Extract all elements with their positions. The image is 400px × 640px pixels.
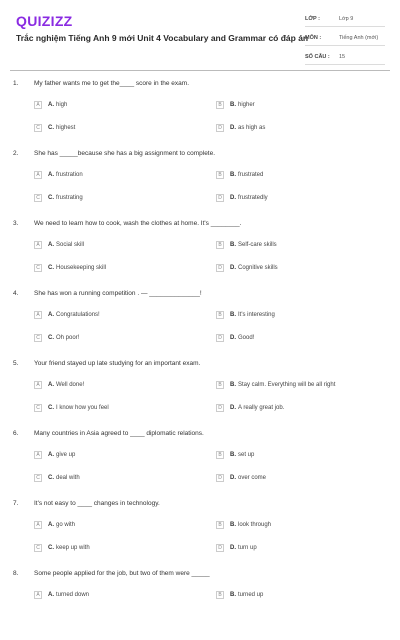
answer-option[interactable]	[216, 449, 254, 461]
quizizz-logo: QUIZIZZ	[16, 13, 73, 29]
option-text: Well done!	[56, 382, 85, 388]
question-5	[0, 360, 400, 430]
answer-option[interactable]	[34, 472, 80, 484]
option-text: set up	[238, 452, 255, 458]
question-number: 3.	[13, 220, 19, 227]
question-number: 6.	[13, 430, 19, 437]
meta-value: Lớp 9	[339, 16, 354, 22]
question-number: 4.	[13, 290, 19, 297]
option-text: Self-care skills	[238, 242, 277, 248]
option-letter: B.	[230, 522, 236, 528]
question-number: 2.	[13, 150, 19, 157]
option-letter: C.	[48, 265, 54, 271]
option-checkbox[interactable]: B	[216, 591, 224, 599]
option-checkbox[interactable]: A	[34, 381, 42, 389]
answer-option[interactable]	[34, 519, 75, 531]
option-text: It's interesting	[238, 312, 275, 318]
option-checkbox[interactable]: B	[216, 101, 224, 109]
option-text: Good!	[238, 335, 255, 341]
option-letter: B.	[230, 452, 236, 458]
answer-option[interactable]	[34, 169, 83, 181]
meta-label: LỚP :	[305, 16, 320, 22]
question-6	[0, 430, 400, 500]
option-letter: C.	[48, 545, 54, 551]
option-checkbox[interactable]: B	[216, 311, 224, 319]
option-checkbox[interactable]: A	[34, 521, 42, 529]
answer-option[interactable]	[34, 192, 83, 204]
answer-option[interactable]	[216, 379, 335, 391]
question-number: 8.	[13, 570, 19, 577]
answer-option[interactable]	[34, 332, 79, 344]
option-checkbox[interactable]: D	[216, 124, 224, 132]
option-checkbox[interactable]: D	[216, 334, 224, 342]
option-checkbox[interactable]: B	[216, 521, 224, 529]
option-letter: D.	[230, 335, 236, 341]
option-checkbox[interactable]: A	[34, 171, 42, 179]
question-text: Many countries in Asia agreed to ____ diplomatic relations.	[34, 430, 204, 437]
answer-option[interactable]	[216, 589, 263, 601]
option-text: higher	[238, 102, 255, 108]
question-text: We need to learn how to cook, wash the clothes at home. It's ________.	[34, 220, 242, 227]
meta-row-class	[305, 12, 385, 27]
option-letter: B.	[230, 312, 236, 318]
option-letter: B.	[230, 382, 236, 388]
option-letter: D.	[230, 265, 236, 271]
header-divider	[10, 70, 390, 71]
meta-row-count	[305, 50, 385, 65]
question-3	[0, 220, 400, 290]
option-checkbox[interactable]: D	[216, 264, 224, 272]
option-letter: A.	[48, 452, 54, 458]
option-text: give up	[56, 452, 76, 458]
option-text: deal with	[56, 475, 80, 481]
option-text: turned down	[56, 592, 90, 598]
meta-row-subject	[305, 31, 385, 46]
question-text: She has won a running competition . — ______________!	[34, 290, 202, 297]
answer-option[interactable]	[34, 122, 75, 134]
question-1	[0, 80, 400, 150]
meta-value: Tiếng Anh (mới)	[339, 35, 379, 41]
option-checkbox[interactable]: B	[216, 451, 224, 459]
option-letter: A.	[48, 382, 54, 388]
option-text: high	[56, 102, 68, 108]
option-text: A really great job.	[238, 405, 285, 411]
option-text: frustration	[56, 172, 83, 178]
option-checkbox[interactable]: A	[34, 311, 42, 319]
option-text: turned up	[238, 592, 264, 598]
answer-option[interactable]	[34, 542, 90, 554]
answer-option[interactable]	[216, 99, 255, 111]
question-number: 7.	[13, 500, 19, 507]
option-checkbox[interactable]: B	[216, 171, 224, 179]
answer-option[interactable]	[216, 519, 271, 531]
option-checkbox[interactable]: D	[216, 474, 224, 482]
option-checkbox[interactable]: B	[216, 381, 224, 389]
option-letter: C.	[48, 335, 54, 341]
option-text: Cognitive skills	[238, 265, 278, 271]
answer-option[interactable]	[216, 542, 257, 554]
question-2	[0, 150, 400, 220]
answer-option[interactable]	[216, 262, 278, 274]
option-letter: D.	[230, 405, 236, 411]
option-text: Stay calm. Everything will be all right	[238, 382, 336, 388]
question-text: My father wants me to get the____ score in the exam.	[34, 80, 189, 87]
answer-option[interactable]	[216, 332, 254, 344]
question-text: It's not easy to ____ changes in technology.	[34, 500, 160, 507]
option-letter: A.	[48, 312, 54, 318]
answer-option[interactable]	[34, 99, 67, 111]
answer-option[interactable]	[216, 472, 266, 484]
answer-option[interactable]	[34, 262, 106, 274]
worksheet-meta	[305, 12, 385, 69]
question-number: 1.	[13, 80, 19, 87]
option-letter: B.	[230, 102, 236, 108]
option-text: turn up	[238, 545, 257, 551]
option-checkbox[interactable]: D	[216, 194, 224, 202]
option-letter: B.	[230, 242, 236, 248]
answer-option[interactable]	[216, 122, 265, 134]
option-letter: B.	[230, 172, 236, 178]
answer-option[interactable]	[216, 309, 275, 321]
option-letter: C.	[48, 125, 54, 131]
option-letter: D.	[230, 545, 236, 551]
question-4	[0, 290, 400, 360]
meta-label: MÔN :	[305, 35, 322, 41]
option-letter: A.	[48, 242, 54, 248]
option-checkbox[interactable]: C	[34, 474, 42, 482]
question-text: She has _____because she has a big assignment to complete.	[34, 150, 216, 157]
option-checkbox[interactable]: A	[34, 101, 42, 109]
option-letter: D.	[230, 475, 236, 481]
option-text: as high as	[238, 125, 266, 131]
question-text: Some people applied for the job, but two of them were _____	[34, 570, 210, 577]
option-checkbox[interactable]: C	[34, 544, 42, 552]
option-letter: D.	[230, 195, 236, 201]
meta-value: 15	[339, 54, 346, 60]
option-text: highest	[56, 125, 76, 131]
answer-option[interactable]	[34, 589, 89, 601]
answer-option[interactable]	[34, 379, 84, 391]
option-letter: A.	[48, 172, 54, 178]
option-text: go with	[56, 522, 76, 528]
answer-option[interactable]	[216, 169, 263, 181]
question-7	[0, 500, 400, 570]
option-checkbox[interactable]: C	[34, 194, 42, 202]
option-text: Housekeeping skill	[56, 265, 107, 271]
option-text: look through	[238, 522, 272, 528]
option-checkbox[interactable]: C	[34, 124, 42, 132]
option-checkbox[interactable]: C	[34, 404, 42, 412]
option-letter: B.	[230, 592, 236, 598]
option-checkbox[interactable]: B	[216, 241, 224, 249]
option-letter: C.	[48, 195, 54, 201]
option-text: frustratedly	[238, 195, 268, 201]
option-checkbox[interactable]: D	[216, 404, 224, 412]
option-letter: C.	[48, 405, 54, 411]
option-letter: D.	[230, 125, 236, 131]
worksheet-title: Trắc nghiệm Tiếng Anh 9 mới Unit 4 Vocabulary and Grammar có đáp án	[16, 33, 309, 43]
option-text: Congratulations!	[56, 312, 100, 318]
option-checkbox[interactable]: D	[216, 544, 224, 552]
option-text: I know how you feel	[56, 405, 109, 411]
option-text: keep up with	[56, 545, 90, 551]
question-number: 5.	[13, 360, 19, 367]
answer-option[interactable]	[34, 309, 100, 321]
answer-option[interactable]	[34, 402, 109, 414]
option-checkbox[interactable]: A	[34, 591, 42, 599]
option-letter: A.	[48, 592, 54, 598]
answer-option[interactable]	[216, 402, 284, 414]
option-letter: C.	[48, 475, 54, 481]
option-text: frustrated	[238, 172, 264, 178]
question-8	[0, 570, 400, 640]
option-checkbox[interactable]: A	[34, 241, 42, 249]
option-checkbox[interactable]: A	[34, 451, 42, 459]
answer-option[interactable]	[34, 449, 75, 461]
option-checkbox[interactable]: C	[34, 334, 42, 342]
answer-option[interactable]	[34, 239, 84, 251]
option-text: frustrating	[56, 195, 83, 201]
option-checkbox[interactable]: C	[34, 264, 42, 272]
question-text: Your friend stayed up late studying for an important exam.	[34, 360, 201, 367]
option-letter: A.	[48, 522, 54, 528]
answer-option[interactable]	[216, 192, 268, 204]
option-text: over come	[238, 475, 267, 481]
answer-option[interactable]	[216, 239, 277, 251]
option-letter: A.	[48, 102, 54, 108]
option-text: Social skill	[56, 242, 85, 248]
meta-label: SỐ CÂU :	[305, 54, 330, 60]
option-text: Oh poor!	[56, 335, 80, 341]
